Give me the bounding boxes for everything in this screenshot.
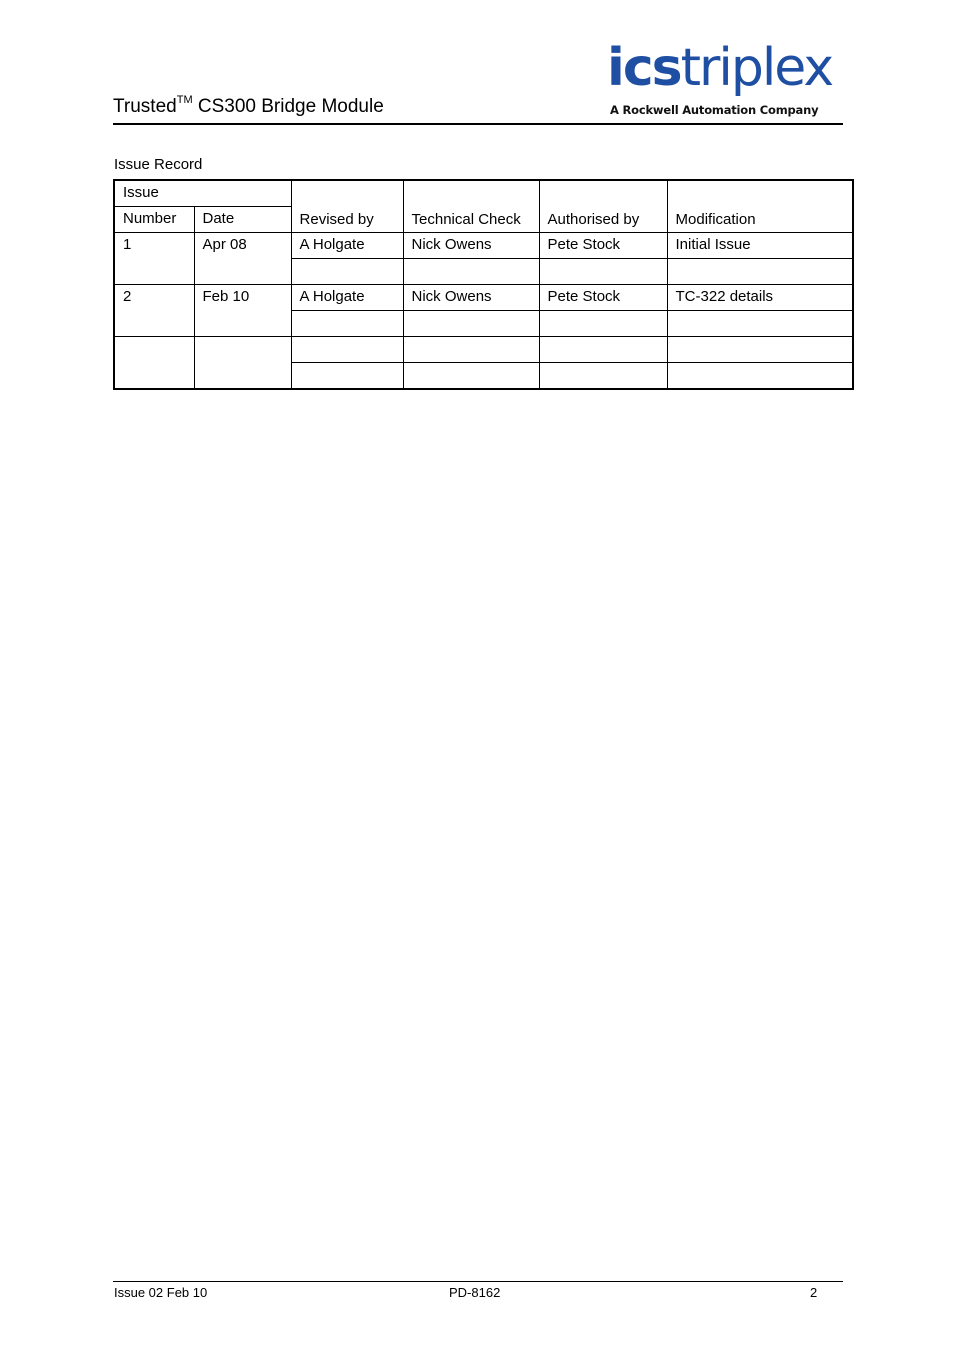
footer-page-number: 2 — [810, 1285, 818, 1300]
cell-authorised-by: Pete Stock — [539, 285, 667, 311]
empty-cell — [291, 337, 403, 363]
cell-number: 1 — [114, 233, 194, 285]
empty-cell — [539, 259, 667, 285]
empty-cell — [291, 259, 403, 285]
cell-technical-check: Nick Owens — [403, 233, 539, 259]
empty-cell — [403, 259, 539, 285]
cell-date: Feb 10 — [194, 285, 291, 337]
cell-number: 2 — [114, 285, 194, 337]
cell-authorised-by: Pete Stock — [539, 233, 667, 259]
empty-cell — [114, 337, 194, 390]
empty-cell — [667, 337, 853, 363]
header-issue: Issue — [114, 180, 291, 207]
empty-cell — [667, 259, 853, 285]
issue-record-table — [113, 179, 854, 390]
empty-cell — [667, 311, 853, 337]
cell-modification: TC-322 details — [667, 285, 853, 311]
footer-rule — [113, 1281, 843, 1282]
empty-cell — [539, 363, 667, 390]
cell-date: Apr 08 — [194, 233, 291, 285]
trademark-superscript: TM — [176, 94, 193, 106]
footer-doc-id: PD-8162 — [449, 1285, 501, 1300]
empty-cell — [539, 311, 667, 337]
cell-technical-check: Nick Owens — [403, 285, 539, 311]
header-rule — [113, 123, 843, 125]
footer-issue: Issue 02 Feb 10 — [114, 1285, 208, 1300]
header-revised-by: Revised by — [291, 180, 403, 233]
table-row-empty — [114, 337, 853, 363]
empty-cell — [403, 337, 539, 363]
header-modification: Modification — [667, 180, 853, 233]
header-number: Number — [114, 207, 194, 233]
table-row — [114, 285, 853, 311]
logo-tagline: A Rockwell Automation Company — [610, 103, 819, 117]
issue-record-label: Issue Record — [114, 156, 203, 173]
document-title: Trusted™ CS300 Bridge Module — [113, 94, 384, 117]
header-date: Date — [194, 207, 291, 233]
empty-cell — [539, 337, 667, 363]
empty-cell — [667, 363, 853, 390]
header-technical-check: Technical Check — [403, 180, 539, 233]
header-authorised-by: Authorised by — [539, 180, 667, 233]
table-header-row — [114, 180, 853, 207]
empty-cell — [291, 363, 403, 390]
empty-cell — [194, 337, 291, 390]
table-row — [114, 233, 853, 259]
empty-cell — [403, 311, 539, 337]
cell-revised-by: A Holgate — [291, 233, 403, 259]
cell-modification: Initial Issue — [667, 233, 853, 259]
empty-cell — [291, 311, 403, 337]
empty-cell — [403, 363, 539, 390]
cell-revised-by: A Holgate — [291, 285, 403, 311]
ics-triplex-logo: icstriplex — [607, 38, 833, 98]
